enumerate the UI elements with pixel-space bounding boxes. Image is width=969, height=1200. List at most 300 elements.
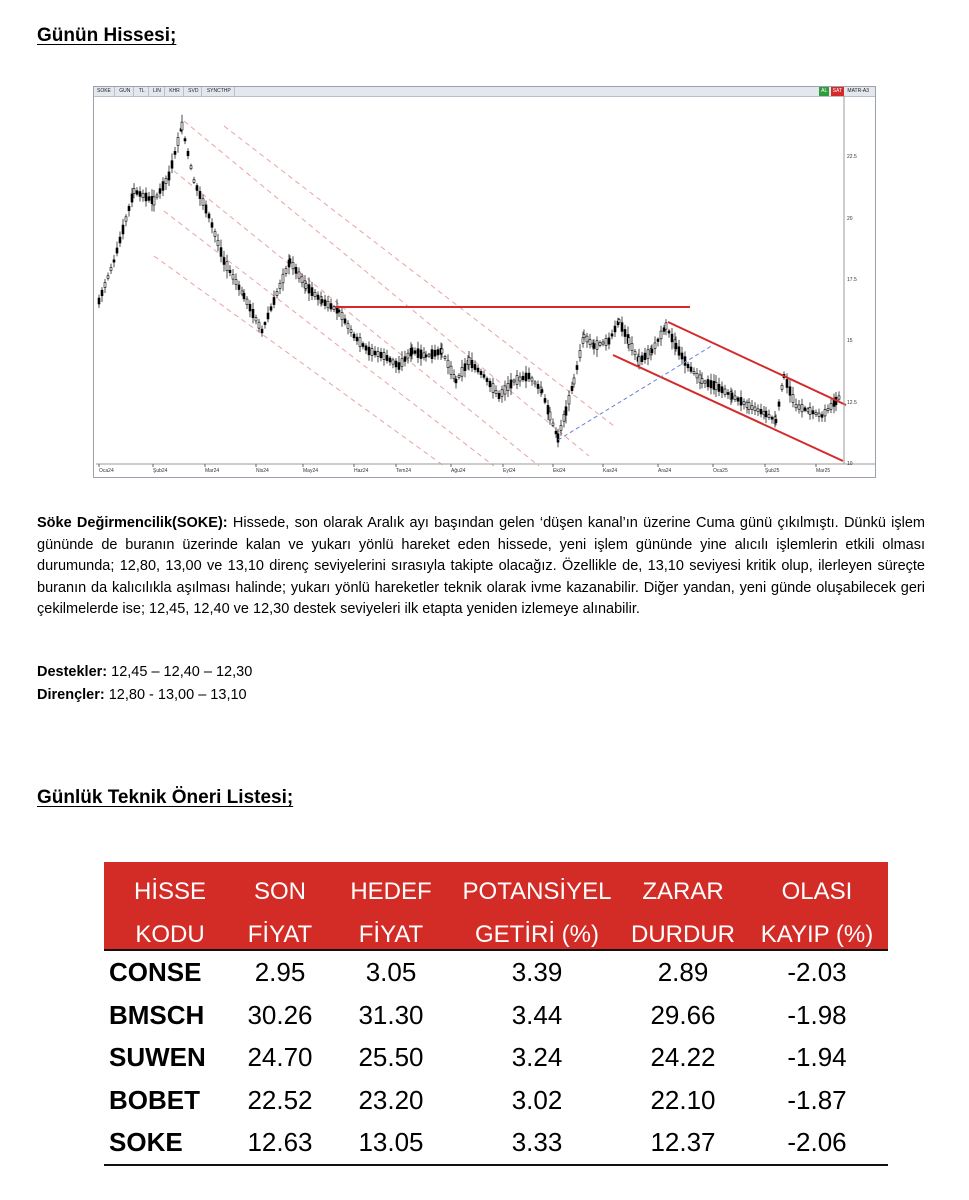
toolbar-item[interactable]: KHR <box>166 87 184 96</box>
candle-body <box>292 263 294 269</box>
candle-body <box>657 339 659 341</box>
candle-body <box>211 223 213 228</box>
last-price-cell: 2.95 <box>254 957 306 987</box>
candle-body <box>371 349 373 356</box>
candle-body <box>428 354 430 356</box>
candle-body <box>235 279 237 284</box>
candle-body <box>552 423 554 426</box>
price-label: 12.5 <box>847 400 857 406</box>
candle-body <box>220 248 222 257</box>
candle-body <box>660 331 662 339</box>
candle-body <box>498 393 500 398</box>
candle-body <box>401 359 403 367</box>
candle-body <box>778 402 780 406</box>
candle-body <box>743 402 745 405</box>
candle-body <box>824 410 826 416</box>
candle-body <box>531 378 533 381</box>
candle-body <box>434 350 436 356</box>
candle-body <box>184 139 186 141</box>
stock-code-cell: CONSE <box>109 957 202 987</box>
candle-body <box>344 319 346 323</box>
target-price-cell: 31.30 <box>358 999 424 1030</box>
candle-body <box>544 398 546 402</box>
candle-body <box>368 347 370 355</box>
candle-body <box>704 381 706 383</box>
table-body <box>104 951 888 1164</box>
candle-body <box>258 322 260 328</box>
target-price-cell: 25.50 <box>358 1042 424 1072</box>
candle-body <box>618 320 620 323</box>
candle-body <box>795 404 797 408</box>
toolbar-item[interactable]: LIN <box>150 87 165 96</box>
candle-body <box>731 393 733 399</box>
stop-loss-cell: 2.89 <box>657 957 709 987</box>
candle-body <box>838 396 840 399</box>
candle-body <box>568 395 570 404</box>
date-label: Mar25 <box>816 468 831 474</box>
candle-body <box>314 292 316 296</box>
candle-body <box>671 334 673 342</box>
candle-body <box>765 411 767 417</box>
old-channel-line <box>184 121 589 456</box>
date-label: Oca25 <box>713 468 728 474</box>
price-label: 10 <box>847 461 853 467</box>
candle-body <box>116 248 118 253</box>
candle-body <box>145 193 147 201</box>
date-label: Haz24 <box>354 468 369 474</box>
candle-body <box>285 269 287 274</box>
date-label: Eyl24 <box>503 468 516 474</box>
candle-body <box>104 283 106 288</box>
candle-body <box>599 342 601 345</box>
target-price-cell: 23.20 <box>358 1084 424 1115</box>
candle-body <box>249 304 251 311</box>
price-label: 17.5 <box>847 277 857 283</box>
candle-body <box>768 415 770 418</box>
candle-body <box>420 350 422 359</box>
candle-body <box>579 350 581 357</box>
candle-body <box>453 375 455 379</box>
candle-body <box>495 390 497 393</box>
candle-body <box>295 267 297 273</box>
candle-body <box>727 392 729 394</box>
table-row <box>104 951 888 994</box>
header-potential-return: POTANSİYEL GETİRİ (%) <box>462 878 612 948</box>
price-label: 22.5 <box>847 154 857 160</box>
candle-body <box>804 408 806 411</box>
date-label: Nis24 <box>256 468 269 474</box>
table-bottom-rule <box>104 1164 888 1166</box>
candle-body <box>289 259 291 263</box>
candle-body <box>696 373 698 378</box>
candle-body <box>417 349 419 358</box>
candle-body <box>377 351 379 356</box>
candle-body <box>142 193 144 197</box>
candle-body <box>571 386 573 390</box>
candle-body <box>654 343 656 348</box>
last-price-cell: 12.63 <box>247 1127 313 1157</box>
candle-body <box>596 341 598 350</box>
candle-body <box>113 260 115 262</box>
candle-body <box>751 405 753 409</box>
section-title-stock-of-day: Günün Hissesi; <box>37 25 177 46</box>
candle-body <box>748 402 750 409</box>
candle-body <box>468 357 470 364</box>
candle-body <box>510 380 512 388</box>
date-label: Oca24 <box>99 468 114 474</box>
candle-body <box>690 367 692 371</box>
candle-body <box>614 326 616 332</box>
price-label: 15 <box>847 338 853 344</box>
candle-body <box>330 304 332 309</box>
candle-body <box>678 347 680 355</box>
date-label: Ağu24 <box>451 468 466 474</box>
date-label: Eki24 <box>553 468 566 474</box>
candle-body <box>356 337 358 341</box>
candle-body <box>338 310 340 312</box>
candle-body <box>324 300 326 306</box>
candle-body <box>812 411 814 414</box>
price-label: 20 <box>847 216 853 222</box>
candle-body <box>611 334 613 336</box>
stock-code-cell: BOBET <box>109 1084 200 1115</box>
candle-body <box>684 357 686 366</box>
old-channel-line <box>174 171 539 466</box>
candle-body <box>737 398 739 401</box>
toolbar-item[interactable]: TL <box>136 87 149 96</box>
candle-body <box>477 368 479 372</box>
candle-body <box>359 338 361 347</box>
candle-body <box>350 329 352 332</box>
candle-body <box>628 338 630 345</box>
candle-body <box>665 323 667 329</box>
candle-body <box>317 295 319 299</box>
candle-body <box>464 364 466 371</box>
candle-body <box>255 318 257 321</box>
candle-body <box>734 396 736 400</box>
table-row <box>104 1079 888 1122</box>
candle-body <box>273 297 275 304</box>
candle-body <box>128 206 130 210</box>
candle-body <box>818 413 820 416</box>
candle-body <box>480 371 482 374</box>
candle-body <box>447 360 449 367</box>
candle-body <box>513 380 515 382</box>
old-channel-line <box>154 256 444 466</box>
candle-body <box>174 151 176 154</box>
candle-body <box>122 225 124 234</box>
candle-body <box>754 407 756 411</box>
candle-body <box>321 299 323 302</box>
candle-body <box>593 344 595 349</box>
candle-body <box>565 407 567 416</box>
candle-body <box>407 353 409 358</box>
candle-body <box>641 356 643 362</box>
candle-body <box>644 353 646 360</box>
candle-body <box>608 338 610 344</box>
candle-body <box>411 348 413 354</box>
candle-body <box>707 380 709 387</box>
candle-body <box>156 195 158 197</box>
candle-body <box>353 334 355 338</box>
candle-body <box>455 379 457 383</box>
candle-body <box>341 312 343 319</box>
candle-body <box>136 191 138 195</box>
possible-loss-cell: -1.87 <box>787 1084 847 1115</box>
candles <box>98 115 840 447</box>
stop-loss-cell: 24.22 <box>650 1042 716 1072</box>
candle-body <box>223 258 225 265</box>
candle-body <box>386 355 388 360</box>
resistance-levels <box>37 687 247 703</box>
header-stop-loss: ZARAR DURDUR <box>631 878 735 948</box>
candle-body <box>190 166 192 169</box>
candle-body <box>159 189 161 194</box>
table-row <box>104 1036 888 1079</box>
candle-body <box>830 403 832 409</box>
candle-body <box>589 340 591 345</box>
candle-body <box>557 434 559 442</box>
candle-body <box>668 331 670 333</box>
candle-body <box>425 355 427 357</box>
section-title-recommendations: Günlük Teknik Öneri Listesi; <box>37 787 294 808</box>
candle-body <box>202 199 204 205</box>
candle-body <box>516 376 518 385</box>
candle-body <box>602 342 604 344</box>
candle-body <box>461 367 463 376</box>
candle-body <box>392 360 394 364</box>
candle-body <box>398 363 400 370</box>
candle-body <box>537 384 539 388</box>
matriks-label: MATR-A3 <box>847 88 869 94</box>
candle-body <box>196 186 198 191</box>
candle-body <box>365 346 367 350</box>
stop-loss-cell: 29.66 <box>650 999 716 1030</box>
candle-body <box>395 361 397 367</box>
table-row <box>104 1121 888 1164</box>
candle-body <box>214 232 216 237</box>
candle-body <box>98 298 100 304</box>
header-stock-code: HİSSE KODU <box>133 878 207 948</box>
candle-body <box>757 409 759 412</box>
candle-body <box>801 404 803 411</box>
candle-body <box>110 267 112 270</box>
toolbar-item[interactable]: SYNCTHP <box>204 87 235 96</box>
candle-body <box>282 274 284 283</box>
candle-body <box>347 324 349 329</box>
candle-body <box>541 390 543 393</box>
candle-body <box>389 358 391 362</box>
candlestick-chart <box>94 96 875 477</box>
header-last-price: SON FİYAT <box>247 878 313 948</box>
candle-body <box>205 205 207 213</box>
candle-body <box>621 323 623 332</box>
header-target-price: HEDEF FİYAT <box>350 878 432 948</box>
candle-body <box>125 217 127 221</box>
candle-body <box>241 291 243 294</box>
candle-body <box>177 137 179 145</box>
candle-body <box>217 240 219 245</box>
candle-body <box>675 343 677 349</box>
candle-body <box>301 277 303 283</box>
possible-loss-cell: -2.06 <box>787 1127 847 1157</box>
supports-value: 12,45 – 12,40 – 12,30 <box>107 664 253 680</box>
candle-body <box>151 196 153 203</box>
potential-return-cell: 3.24 <box>511 1042 563 1072</box>
resists-value: 12,80 - 13,00 – 13,10 <box>104 687 247 703</box>
candle-body <box>786 380 788 388</box>
candle-body <box>651 349 653 353</box>
buy-button[interactable]: AL <box>821 88 828 94</box>
candle-body <box>380 352 382 357</box>
analysis-body: Hissede, son olarak Aralık ayı başından gelen ‘düşen kanal’ın üzerine Cuma günü çıkılmıştı. Dünkü işlem gününde de buranın üzerinde kalan ve yukarı yönlü hareket eden hissede, yeni işlem gününde yine alıcılı işlemlerin etkili olması durumunda; 12,80, 13,00 ve 13,10 direnç seviyelerini sırasıyla takipte olacağız. Özellikle de, 13,10 seviyesi kritik olup, ilerleyen süreçte buranın da kalıcılıkla aşılması halinde; yukarı yönlü hareketler teknik olarak ivme kazanabilir. Diğer yandan, yeni günde oluşabilecek geri çekilmelerde ise; 12,45, 12,40 ve 12,30 destek seviyeleri ilk etapta yeniden izlemeye alınabilir. <box>37 515 925 617</box>
candle-body <box>119 237 121 243</box>
candle-body <box>624 329 626 336</box>
table-header <box>104 862 888 951</box>
candle-body <box>267 313 269 319</box>
candle-body <box>760 409 762 414</box>
candle-body <box>528 373 530 379</box>
candle-body <box>483 375 485 378</box>
candle-body <box>383 353 385 360</box>
toolbar-item[interactable]: SVD <box>185 87 202 96</box>
stock-code-cell: BMSCH <box>109 999 205 1030</box>
candle-body <box>701 379 703 384</box>
date-label: Kas24 <box>603 468 618 474</box>
candle-body <box>444 356 446 358</box>
toolbar-item[interactable]: SOKE <box>94 87 115 96</box>
support-levels <box>37 664 252 680</box>
date-label: Şub24 <box>153 468 168 474</box>
target-price-cell: 13.05 <box>358 1127 424 1157</box>
old-descending-channel <box>154 121 614 466</box>
candle-body <box>471 360 473 368</box>
possible-loss-cell: -2.03 <box>787 957 847 987</box>
potential-return-cell: 3.39 <box>511 957 563 987</box>
last-price-cell: 30.26 <box>247 999 313 1030</box>
candle-body <box>414 351 416 354</box>
candle-body <box>492 384 494 393</box>
candle-body <box>710 381 712 388</box>
candle-body <box>270 307 272 311</box>
toolbar-item[interactable]: GUN <box>116 87 134 96</box>
candle-body <box>693 371 695 373</box>
candle-body <box>489 381 491 387</box>
candle-body <box>437 350 439 355</box>
candle-body <box>525 373 527 381</box>
price-axis-labels <box>847 154 857 467</box>
candle-body <box>715 382 717 389</box>
candle-body <box>631 343 633 350</box>
candle-body <box>246 299 248 305</box>
candle-body <box>264 322 266 324</box>
candle-body <box>139 192 141 197</box>
candle-body <box>107 276 109 279</box>
stop-loss-cell: 22.10 <box>650 1084 716 1115</box>
candle-body <box>404 357 406 362</box>
candle-body <box>605 338 607 345</box>
candle-body <box>775 419 777 422</box>
candle-body <box>634 351 636 355</box>
candle-body <box>333 307 335 310</box>
date-label: Ara24 <box>658 468 672 474</box>
recommendation-table <box>104 862 888 1166</box>
candle-body <box>681 353 683 359</box>
candle-body <box>583 334 585 337</box>
candle-body <box>431 350 433 359</box>
candle-body <box>781 385 783 389</box>
stock-code-cell: SUWEN <box>109 1042 206 1072</box>
potential-return-cell: 3.33 <box>511 1127 563 1157</box>
last-price-cell: 22.52 <box>247 1084 313 1115</box>
candle-body <box>441 349 443 353</box>
candle-body <box>193 180 195 183</box>
candle-body <box>168 172 170 180</box>
candle-body <box>374 351 376 355</box>
sell-button[interactable]: SAT <box>832 88 843 94</box>
candle-body <box>279 283 281 288</box>
stock-code-cell: SOKE <box>109 1127 183 1157</box>
candle-body <box>238 285 240 290</box>
possible-loss-cell: -1.98 <box>787 999 847 1030</box>
candle-body <box>474 364 476 369</box>
target-price-cell: 3.05 <box>365 957 417 987</box>
candle-body <box>232 274 234 279</box>
candle-body <box>534 382 536 384</box>
candle-body <box>549 412 551 420</box>
candle-body <box>362 343 364 346</box>
candle-body <box>792 395 794 403</box>
date-axis-labels <box>99 464 830 474</box>
possible-loss-cell: -1.94 <box>787 1042 847 1072</box>
candle-body <box>261 329 263 333</box>
candle-body <box>789 387 791 396</box>
price-chart <box>93 86 876 478</box>
last-price-cell: 24.70 <box>247 1042 313 1072</box>
candle-body <box>148 197 150 201</box>
candle-body <box>721 387 723 393</box>
resists-label: Dirençler: <box>37 687 105 703</box>
candle-body <box>327 301 329 308</box>
candle-body <box>771 417 773 419</box>
candle-body <box>724 389 726 394</box>
date-label: Şub25 <box>765 468 780 474</box>
candle-body <box>181 122 183 130</box>
candle-body <box>519 377 521 381</box>
candle-body <box>199 191 201 198</box>
analysis-paragraph <box>37 513 925 621</box>
candle-body <box>133 189 135 194</box>
candle-body <box>458 375 460 377</box>
candle-body <box>798 405 800 409</box>
candle-body <box>208 214 210 218</box>
candle-body <box>486 378 488 381</box>
candle-body <box>298 272 300 278</box>
candle-body <box>740 397 742 405</box>
candle-body <box>560 425 562 430</box>
uptrend-line <box>558 345 713 440</box>
candle-body <box>821 415 823 418</box>
date-label: Mar24 <box>205 468 220 474</box>
candle-body <box>226 262 228 271</box>
candle-body <box>647 350 649 359</box>
candle-body <box>131 194 133 202</box>
candle-body <box>815 412 817 414</box>
header-possible-loss: OLASI KAYIP (%) <box>760 878 874 948</box>
candle-body <box>827 409 829 411</box>
candle-body <box>576 365 578 369</box>
candle-body <box>522 376 524 379</box>
